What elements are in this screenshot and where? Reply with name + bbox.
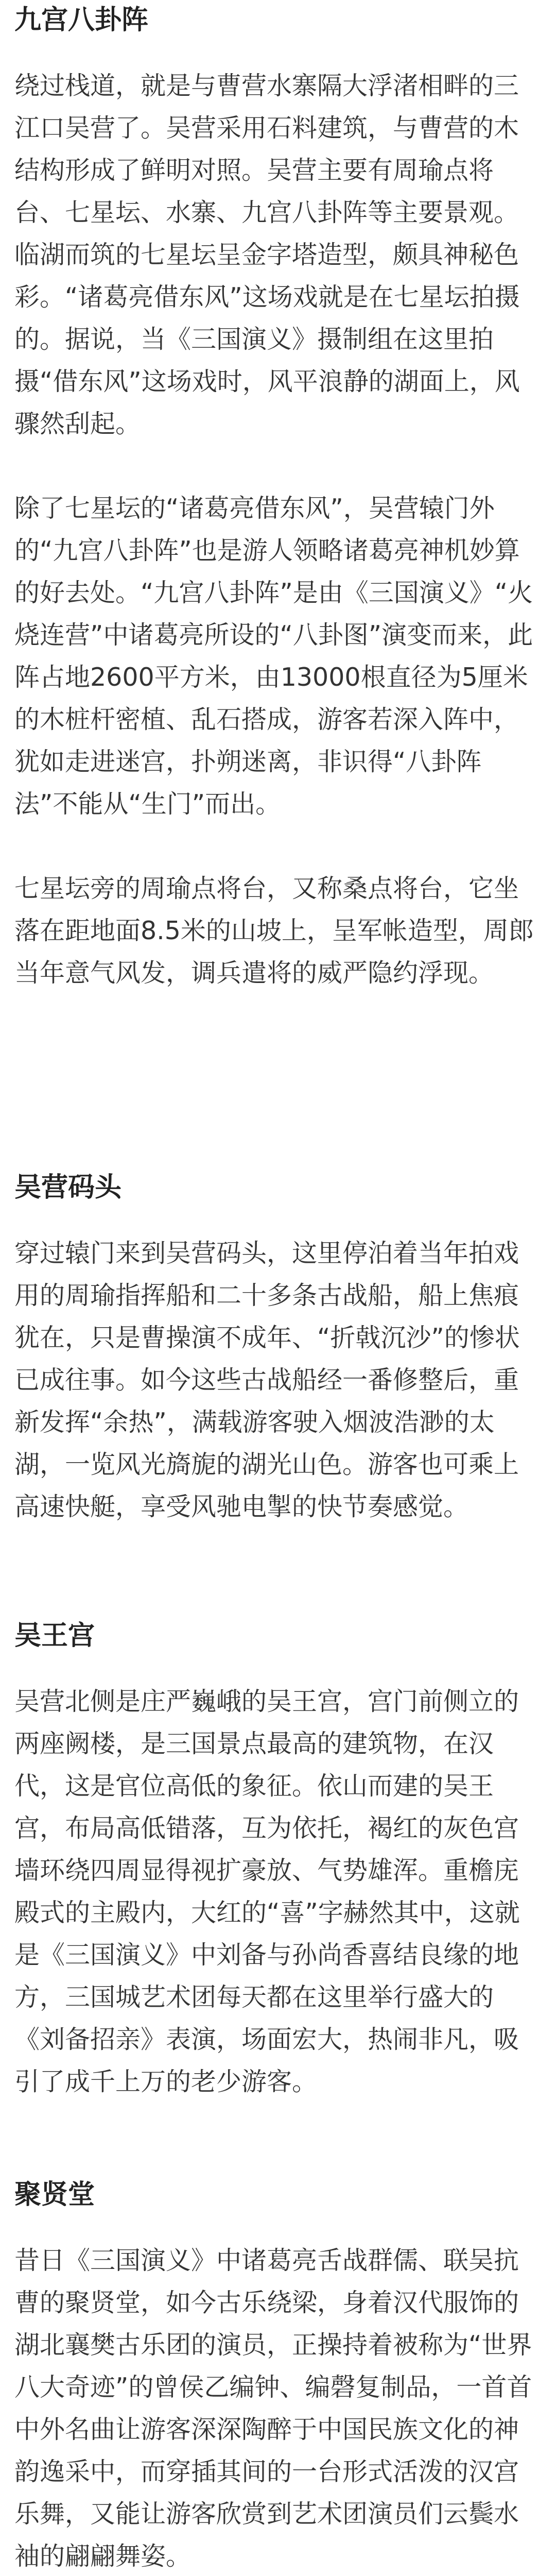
section-wuying-matou bbox=[14, 1170, 542, 1528]
section-title: 吴王宫 bbox=[14, 1620, 95, 1651]
paragraph: 除了七星坛的“诸葛亮借东风”，吴营辕门外的“九宫八卦阵”也是游人领略诸葛亮神机妙算的好去处。“九宫八卦阵”是由《三国演义》“火烧连营”中诸葛亮所设的“八卦图”演变而来，此阵占地2600平方米，由13000根直径为5厘米的木桩杆密植、乱石搭成，游客若深入阵中，犹如走进迷宫，扑朔迷离，非识得“八卦阵法”不能从“生门”而出。 bbox=[14, 494, 533, 819]
section-title: 聚贤堂 bbox=[14, 2179, 95, 2210]
section-title: 九宫八卦阵 bbox=[14, 5, 149, 36]
section-jiugong-bagua bbox=[14, 2, 542, 994]
paragraph: 绕过栈道，就是与曹营水寨隔大浮渚相畔的三江口吴营了。吴营采用石料建筑，与曹营的木结构形成了鲜明对照。吴营主要有周瑜点将台、七星坛、水寨、九宫八卦阵等主要景观。临湖而筑的七星坛呈金字塔造型，颇具神秘色彩。“诸葛亮借东风”这场戏就是在七星坛拍摄的。据说，当《三国演义》摄制组在这里拍摄“借东风”这场戏时，风平浪静的湖面上，风骤然刮起。 bbox=[14, 71, 520, 438]
section-juxian-tang bbox=[14, 2177, 542, 2576]
paragraph: 穿过辕门来到吴营码头，这里停泊着当年拍戏用的周瑜指挥船和二十多条古战船，船上焦痕犹在，只是曹操演不成年、“折戟沉沙”的惨状已成往事。如今这些古战船经一番修整后，重新发挥“余热”，满载游客驶入烟波浩渺的太湖，一览风光旖旎的湖光山色。游客也可乘上高速快艇，享受风驰电掣的快节奏感觉。 bbox=[14, 1239, 520, 1521]
paragraph: 吴营北侧是庄严巍峨的吴王宫，宫门前侧立的两座阙楼，是三国景点最高的建筑物，在汉代，这是官位高低的象征。依山而建的吴王宫，布局高低错落，互为依托，褐红的灰色宫墙环绕四周显得视扩豪放、气势雄浑。重檐庑殿式的主殿内，大红的“喜”字赫然其中，这就是《三国演义》中刘备与孙尚香喜结良缘的地方，三国城艺术团每天都在这里举行盛大的《刘备招亲》表演，场面宏大，热闹非凡，吸引了成千上万的老少游客。 bbox=[14, 1687, 520, 2096]
section-title: 吴营码头 bbox=[14, 1172, 122, 1203]
paragraph: 昔日《三国演义》中诸葛亮舌战群儒、联吴抗曹的聚贤堂，如今古乐绕梁，身着汉代服饰的湖北襄樊古乐团的演员，正操持着被称为“世界八大奇迹”的曾侯乙编钟、编磬复制品，一首首中外名曲让游客深深陶醉于中国民族文化的神韵逸采中，而穿插其间的一台形式活泼的汉宫乐舞，又能让游客欣赏到艺术团演员们云鬓水袖的翩翩舞姿。 bbox=[14, 2246, 532, 2571]
section-wuwang-gong bbox=[14, 1618, 542, 2103]
paragraph: 七星坛旁的周瑜点将台，又称桑点将台，它坐落在距地面8.5米的山坡上，呈军帐造型，周郎当年意气风发，调兵遣将的威严隐约浮现。 bbox=[14, 874, 534, 988]
